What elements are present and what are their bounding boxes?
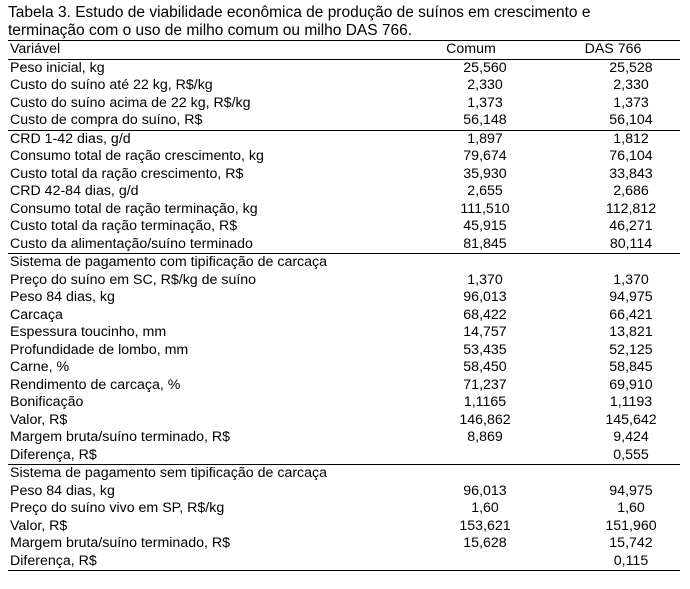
row-value-das-766: 2,686 <box>613 183 649 199</box>
table-row <box>8 183 680 201</box>
header-comum: Comum <box>396 41 546 60</box>
row-label: Peso 84 dias, kg <box>10 289 115 305</box>
row-value-comum: 79,674 <box>463 148 507 164</box>
row-value-comum: 2,655 <box>467 183 503 199</box>
row-value-comum: 71,237 <box>463 376 507 393</box>
row-value-comum: 2,330 <box>467 77 503 93</box>
row-label: Sistema de pagamento sem tipificação de carcaça <box>8 465 396 483</box>
row-value-comum <box>396 553 546 571</box>
row-value-comum: 146,862 <box>459 411 511 428</box>
caption-line-2: terminação com o uso de milho comum ou milho DAS 766. <box>8 22 413 39</box>
row-value-comum: 1,1165 <box>463 394 507 410</box>
table-row <box>8 148 680 166</box>
row-label: Valor, R$ <box>10 411 68 428</box>
row-value-comum: 14,757 <box>463 324 507 340</box>
row-label: Margem bruta/suíno terminado, R$ <box>10 429 231 445</box>
row-label: Carne, % <box>10 359 70 375</box>
row-value-comum <box>396 447 546 465</box>
row-value-das-766: 1,60 <box>617 500 645 516</box>
row-value-das-766: 80,114 <box>609 235 653 252</box>
row-value-comum: 81,845 <box>463 235 507 252</box>
row-value-comum: 1,60 <box>471 500 499 516</box>
row-value-das-766: 9,424 <box>613 429 649 445</box>
row-value-das-766: 145,642 <box>605 411 657 428</box>
row-value-comum: 35,930 <box>463 165 507 182</box>
row-value-das-766: 1,1193 <box>609 394 653 410</box>
table-row <box>8 465 680 483</box>
row-value-das-766: 56,104 <box>609 112 653 128</box>
table-row <box>8 307 680 325</box>
row-value-das-766: 0,115 <box>546 553 680 571</box>
row-value-das-766 <box>546 465 680 483</box>
row-label: Espessura toucinho, mm <box>10 324 167 340</box>
caption-line-1: Tabela 3. Estudo de viabilidade econômica de produção de suínos em crescimento e <box>8 4 591 21</box>
row-value-comum: 25,560 <box>396 59 546 77</box>
row-value-das-766: 1,370 <box>613 271 649 288</box>
row-value-das-766: 94,975 <box>609 289 653 305</box>
table-header-row <box>8 41 680 60</box>
row-value-comum: 53,435 <box>463 341 507 358</box>
table-row <box>8 500 680 518</box>
row-value-comum: 111,510 <box>460 200 510 217</box>
row-label: Peso 84 dias, kg <box>10 482 115 499</box>
row-value-comum: 56,148 <box>463 112 507 128</box>
row-label: Sistema de pagamento com tipificação de carcaça <box>8 254 396 272</box>
row-label: Custo total da ração terminação, R$ <box>10 218 238 234</box>
row-value-das-766: 33,843 <box>609 165 653 182</box>
row-value-comum: 8,869 <box>467 429 503 445</box>
table-row <box>8 429 680 447</box>
table-row <box>8 112 680 130</box>
row-value-das-766: 1,373 <box>613 94 649 111</box>
row-value-comum: 1,373 <box>467 94 503 111</box>
row-label: Preço do suíno vivo em SP, R$/kg <box>10 500 225 516</box>
table-row <box>8 254 680 272</box>
row-label: Bonificação <box>10 394 84 410</box>
table-row <box>8 359 680 377</box>
row-label: Consumo total de ração crescimento, kg <box>10 148 264 164</box>
header-variable: Variável <box>8 41 396 60</box>
row-value-das-766: 76,104 <box>609 148 653 164</box>
row-label: Preço do suíno em SC, R$/kg de suíno <box>10 271 257 288</box>
row-value-comum: 1,897 <box>396 130 546 148</box>
row-value-comum <box>396 465 546 483</box>
row-value-das-766: 15,742 <box>609 535 653 551</box>
row-label: Profundidade de lombo, mm <box>10 341 189 358</box>
table-row <box>8 342 680 360</box>
row-label: Custo de compra do suíno, R$ <box>10 112 203 128</box>
row-value-das-766: 0,555 <box>613 446 649 463</box>
table-row <box>8 59 680 77</box>
row-label: Custo total da ração crescimento, R$ <box>10 165 244 182</box>
row-value-das-766: 1,812 <box>546 130 680 148</box>
row-value-comum: 96,013 <box>463 289 507 305</box>
table-row <box>8 412 680 430</box>
table-row <box>8 553 680 571</box>
table-row <box>8 447 680 465</box>
row-value-comum: 1,370 <box>467 271 503 288</box>
row-value-das-766: 13,821 <box>609 324 653 340</box>
row-value-comum: 45,915 <box>463 218 507 234</box>
row-value-das-766: 46,271 <box>609 218 653 234</box>
table-caption <box>8 4 678 40</box>
row-value-das-766: 25,528 <box>546 59 680 77</box>
row-value-das-766: 58,845 <box>609 359 653 375</box>
table-row <box>8 166 680 184</box>
table-row <box>8 201 680 219</box>
table-row <box>8 394 680 412</box>
table-row <box>8 236 680 254</box>
row-value-comum: 153,621 <box>459 517 511 534</box>
row-label: CRD 1-42 dias, g/d <box>8 130 396 148</box>
table-row <box>8 377 680 395</box>
row-value-das-766: 2,330 <box>613 77 649 93</box>
header-das-766: DAS 766 <box>546 41 680 60</box>
row-label: Valor, R$ <box>10 517 68 534</box>
row-value-comum: 96,013 <box>463 482 507 499</box>
table-row <box>8 77 680 95</box>
row-label: Diferença, R$ <box>8 553 396 571</box>
row-label: CRD 42-84 dias, g/d <box>10 183 139 199</box>
row-value-das-766: 69,910 <box>609 376 653 393</box>
row-value-das-766: 52,125 <box>609 341 653 358</box>
row-label: Margem bruta/suíno terminado, R$ <box>10 535 231 551</box>
row-label: Custo do suíno até 22 kg, R$/kg <box>10 77 213 93</box>
row-label: Peso inicial, kg <box>8 59 396 77</box>
row-value-das-766: 151,960 <box>605 517 657 534</box>
row-value-comum: 15,628 <box>463 535 507 551</box>
row-label: Custo da alimentação/suíno terminado <box>10 235 253 252</box>
row-label: Carcaça <box>10 306 63 323</box>
table-row <box>8 95 680 113</box>
table-row <box>8 483 680 501</box>
row-value-comum <box>396 254 546 272</box>
viability-table <box>8 40 680 571</box>
table-row <box>8 518 680 536</box>
table-row <box>8 535 680 553</box>
table-row <box>8 272 680 290</box>
table-row <box>8 289 680 307</box>
row-value-das-766: 66,421 <box>609 306 653 323</box>
table-row <box>8 130 680 148</box>
row-label: Consumo total de ração terminação, kg <box>10 200 258 217</box>
table-row <box>8 324 680 342</box>
row-label: Rendimento de carcaça, % <box>10 376 181 393</box>
table-body <box>8 59 680 571</box>
row-value-das-766: 94,975 <box>609 482 653 499</box>
table-row <box>8 218 680 236</box>
row-value-das-766: 112,812 <box>605 200 657 217</box>
row-label: Diferença, R$ <box>10 446 97 463</box>
row-label: Custo do suíno acima de 22 kg, R$/kg <box>10 94 251 111</box>
row-value-das-766 <box>546 254 680 272</box>
row-value-comum: 58,450 <box>463 359 507 375</box>
row-value-comum: 68,422 <box>463 306 507 323</box>
